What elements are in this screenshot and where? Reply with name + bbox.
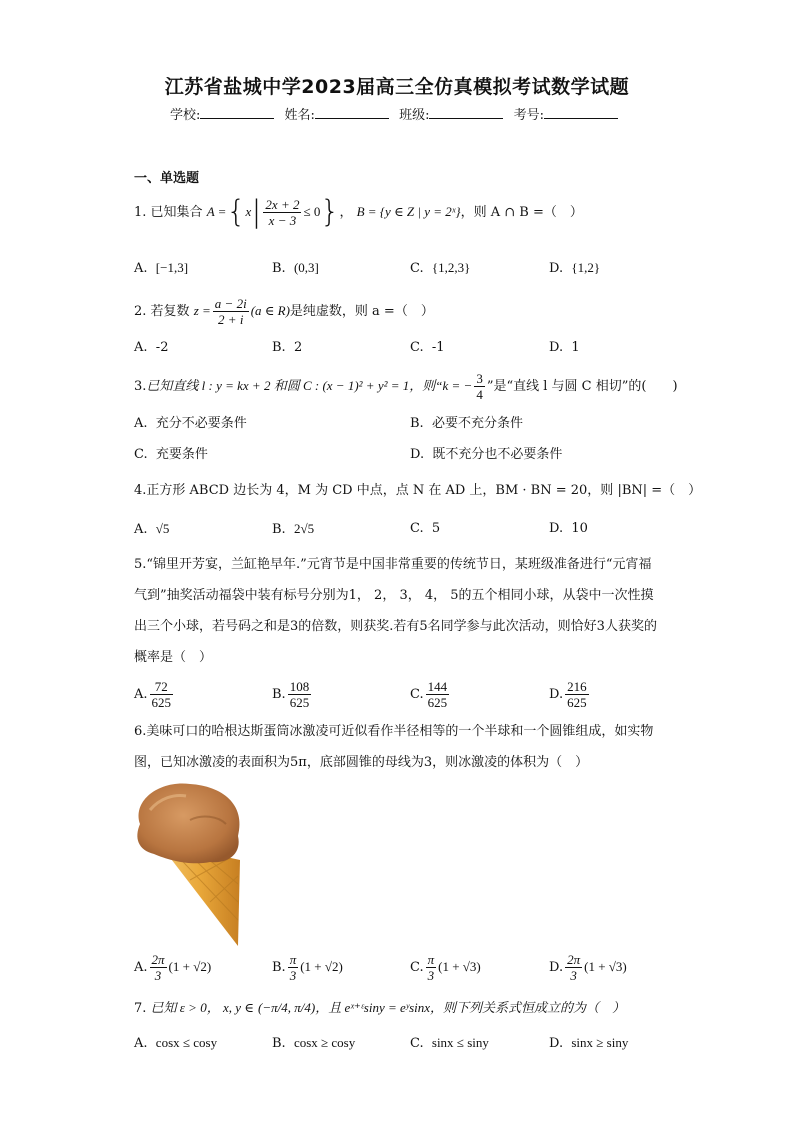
school-label: 学校: <box>170 108 201 123</box>
section-title: 一、单选题 <box>134 171 200 186</box>
exam-number-field[interactable] <box>544 106 618 119</box>
school-field[interactable] <box>200 106 274 119</box>
q3-option-d[interactable]: D. 既不充分也不必要条件 <box>410 447 563 462</box>
question-1-stem: 1. 已知集合 A ={x| $\frac{2x + 2}{x - 3}$ ≤ 0}， B = {y ∈ Z | y = 2ˣ}，则 A ∩ B =（ ） <box>134 194 583 230</box>
q1-option-d[interactable]: D. {1,2} <box>549 260 601 276</box>
q4-option-c[interactable]: C. 5 <box>410 521 441 536</box>
q7-option-c[interactable]: C. sinx ≤ siny <box>410 1035 489 1051</box>
question-6-stem: 6.美味可口的哈根达斯蛋筒冰激凌可近似看作半径相等的一个半球和一个圆锥组成，如实物图，已知冰激凌的表面积为5π，底部圆锥的母线为3，则冰激凌的体积为（ ） <box>134 724 654 770</box>
exam-number-label: 考号: <box>513 108 544 123</box>
q4-option-b[interactable]: B. 2√5 <box>272 521 315 537</box>
question-7-stem: 7. 已知 ε > 0， x, y ∈ (−π/4, π/4)，且 eˣ⁺ᵋsiny = eʸsinx，则下列关系式恒成立的为（ ） <box>134 1000 626 1016</box>
q1-option-a[interactable]: A. [−1,3] <box>134 260 189 276</box>
name-field[interactable] <box>315 106 389 119</box>
q4-option-d[interactable]: D. 10 <box>549 521 588 536</box>
ice-cream-cone-image <box>130 780 250 948</box>
q6-option-d[interactable]: D. $\frac{2\pi}{3}$ (1 + √3) <box>549 952 627 983</box>
q3-option-a[interactable]: A. 充分不必要条件 <box>134 416 247 431</box>
q7-option-b[interactable]: B. cosx ≥ cosy <box>272 1035 356 1051</box>
q7-option-a[interactable]: A. cosx ≤ cosy <box>134 1035 218 1051</box>
q3-option-c[interactable]: C. 充要条件 <box>134 447 208 462</box>
q1-option-c[interactable]: C. {1,2,3} <box>410 260 471 276</box>
q6-option-a[interactable]: A. $\frac{2\pi}{3}$ (1 + √2) <box>134 952 212 983</box>
q2-z-fraction: $\frac{a - 2i}{2 + i}$ <box>214 296 247 327</box>
q2-option-b[interactable]: B. 2 <box>272 340 303 355</box>
q4-option-a[interactable]: A. √5 <box>134 521 170 537</box>
q7-option-d[interactable]: D. sinx ≥ siny <box>549 1035 629 1051</box>
q5-option-b[interactable]: B. $\frac{108}{625}$ <box>272 679 310 710</box>
q5-option-a[interactable]: A. $\frac{72}{625}$ <box>134 679 172 710</box>
q6-option-c[interactable]: C. $\frac{\pi}{3}$ (1 + √3) <box>410 952 481 983</box>
class-label: 班级: <box>399 108 430 123</box>
q2-option-d[interactable]: D. 1 <box>549 340 580 355</box>
q1-set-a-fraction: $\frac{2x + 2}{x - 3}$ <box>265 197 300 228</box>
question-2-stem: 2. 若复数 z = $\frac{a - 2i}{2 + i}$ (a ∈ R)是纯虚数，则 a =（ ） <box>134 296 434 327</box>
q5-option-d[interactable]: D. $\frac{216}{625}$ <box>549 679 587 710</box>
q2-option-a[interactable]: A. -2 <box>134 340 169 355</box>
class-field[interactable] <box>429 106 503 119</box>
question-5-stem: 5.“锦里开芳宴，兰缸艳早年.”元宵节是中国非常重要的传统节日，某班级准备进行“元宵福气到”抽奖活动福袋中装有标号分别为1， 2， 3， 4， 5的五个相同小球，从袋中一次性摸出三个小球，若号码之和是3的倍数，则获奖.若有5名同学参与此次活动，则恰好3人获奖的概率是（ ） <box>134 557 657 665</box>
page-title: 江苏省盐城中学2023届高三全仿真模拟考试数学试题 <box>164 76 630 98</box>
question-4-stem: 4.正方形 ABCD 边长为 4，M 为 CD 中点，点 N 在 AD 上，BM · BN = 20，则 |BN| =（ ） <box>134 483 702 498</box>
question-3-stem: 3.已知直线 l : y = kx + 2 和圆 C : (x − 1)² + y² = 1，则“k = − $\frac{3}{4}$ ”是“直线 l 与圆 C 相切”的( ) <box>134 371 678 402</box>
name-label: 姓名: <box>284 108 315 123</box>
student-info-row <box>0 104 794 123</box>
q2-option-c[interactable]: C. -1 <box>410 340 445 355</box>
q5-option-c[interactable]: C. $\frac{144}{625}$ <box>410 679 448 710</box>
q3-option-b[interactable]: B. 必要不充分条件 <box>410 416 523 431</box>
q3-k-fraction: $\frac{3}{4}$ <box>476 371 483 402</box>
q1-option-b[interactable]: B. (0,3] <box>272 260 319 276</box>
q6-option-b[interactable]: B. $\frac{\pi}{3}$ (1 + √2) <box>272 952 343 983</box>
